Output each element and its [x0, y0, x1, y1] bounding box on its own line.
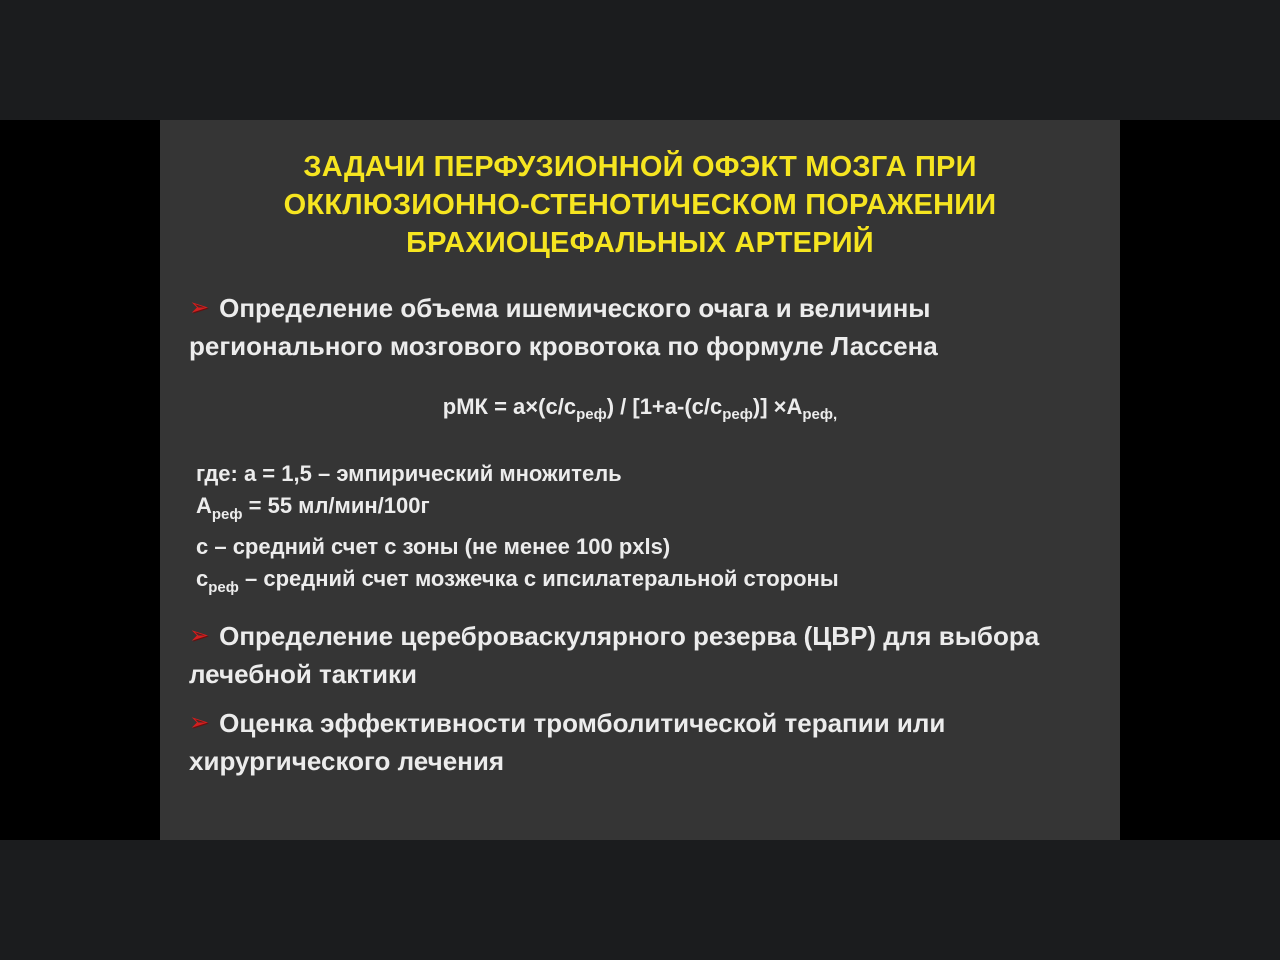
bullet-lassen-formula — [189, 290, 1069, 364]
formula-part: рМК = a×(c/c — [442, 394, 577, 419]
bullet-text: Оценка эффективности тромболитической терапии или хирургического лечения — [189, 708, 946, 776]
legend-row-a: где: a = 1,5 – эмпирический множитель — [196, 461, 622, 486]
red-arrow-icon: ➢ — [189, 709, 210, 736]
legend-row-cref — [196, 563, 1076, 604]
legend-definition: – средний счет мозжечка с ипсилатеральной стороны — [238, 566, 839, 591]
legend-subscript: реф — [211, 506, 243, 523]
formula-subscript: реф — [722, 406, 753, 423]
presentation-slide — [160, 120, 1120, 840]
red-arrow-icon: ➢ — [189, 294, 210, 321]
legend-subscript: реф — [208, 579, 239, 596]
formula-subscript: реф, — [802, 406, 838, 423]
top-band — [0, 0, 1280, 120]
legend-row-c: c – средний счет с зоны (не менее 100 pxls) — [196, 534, 671, 559]
title-line-2: ОККЛЮЗИОННО-СТЕНОТИЧЕСКОМ ПОРАЖЕНИИ — [283, 189, 997, 221]
red-arrow-icon: ➢ — [189, 622, 210, 649]
bullet-cvr — [189, 618, 1069, 692]
letterbox-right — [1120, 120, 1280, 840]
bottom-band — [0, 840, 1280, 960]
title-line-3: БРАХИОЦЕФАЛЬНЫХ АРТЕРИЙ — [406, 227, 874, 259]
slide-title — [160, 148, 1120, 262]
letterbox-left — [0, 120, 160, 840]
bullet-text: Определение цереброваскулярного резерва (ЦВР) для выбора лечебной тактики — [189, 621, 1040, 689]
legend-symbol: c — [196, 566, 209, 591]
legend-symbol: A — [196, 493, 212, 518]
formula-subscript: реф — [576, 406, 607, 423]
formula-part: ) / [1+a-(c/c — [606, 394, 723, 419]
title-line-1: ЗАДАЧИ ПЕРФУЗИОННОЙ ОФЭКТ МОЗГА ПРИ — [303, 151, 977, 183]
bullet-text: Определение объема ишемического очага и величины регионального мозгового кровотока по формуле Лассена — [189, 293, 938, 361]
legend-definition: = 55 мл/мин/100г — [242, 493, 430, 518]
legend-row-aref — [196, 490, 1076, 531]
formula-part: )] ×A — [752, 394, 803, 419]
bullet-therapy-evaluation — [189, 705, 1069, 779]
lassen-formula — [160, 392, 1120, 430]
formula-legend — [196, 458, 1076, 604]
